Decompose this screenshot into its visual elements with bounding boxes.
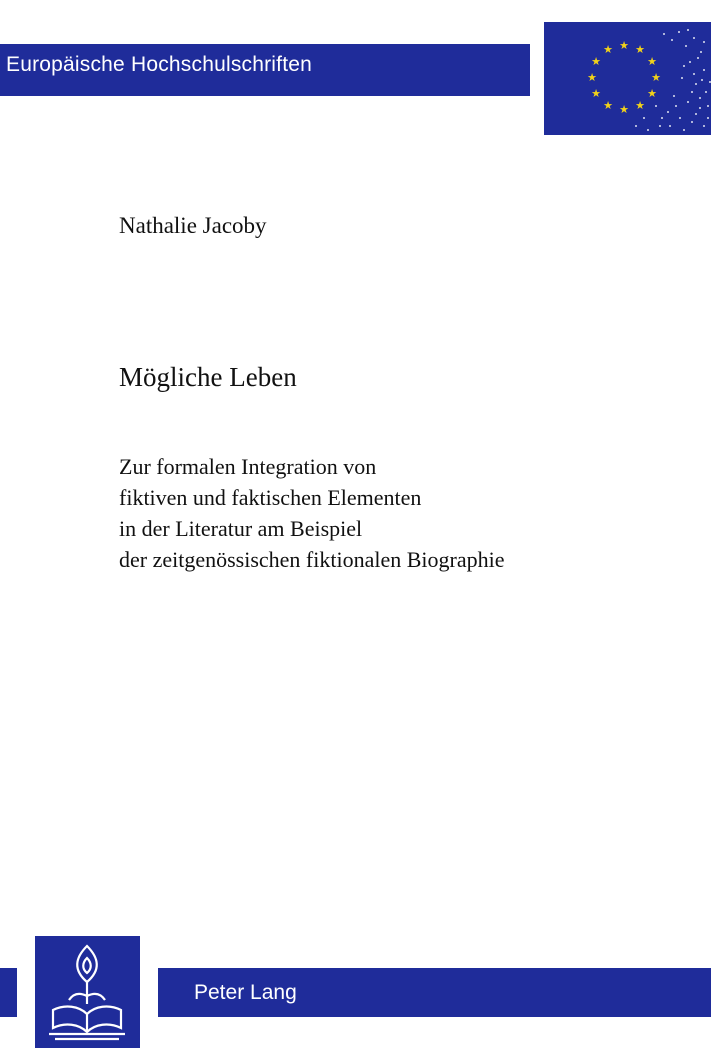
svg-text:★: ★ — [603, 99, 613, 112]
author-name: Nathalie Jacoby — [119, 213, 267, 238]
subtitle-line: fiktiven und faktischen Elementen — [119, 485, 422, 510]
svg-text:★: ★ — [603, 43, 613, 56]
svg-text:★: ★ — [651, 71, 661, 84]
svg-text:★: ★ — [587, 71, 597, 84]
svg-text:★: ★ — [591, 55, 601, 68]
svg-text:★: ★ — [635, 43, 645, 56]
eu-stars-circle-icon — [544, 22, 711, 135]
book-subtitle — [119, 451, 505, 575]
subtitle-line: in der Literatur am Beispiel — [119, 516, 363, 541]
svg-text:★: ★ — [647, 87, 657, 100]
peter-lang-book-flame-logo-icon — [35, 936, 140, 1048]
publisher-name: Peter Lang — [194, 981, 297, 1004]
subtitle-line: Zur formalen Integration von — [119, 454, 377, 479]
series-label: Europäische Hochschulschriften — [6, 53, 312, 76]
subtitle-line: der zeitgenössischen fiktionalen Biographie — [119, 547, 505, 572]
svg-text:★: ★ — [619, 39, 629, 52]
footer-left-stub — [0, 968, 17, 1017]
svg-text:★: ★ — [647, 55, 657, 68]
svg-text:★: ★ — [591, 87, 601, 100]
book-title: Mögliche Leben — [119, 362, 297, 392]
svg-text:★: ★ — [619, 103, 629, 116]
svg-text:★: ★ — [635, 99, 645, 112]
